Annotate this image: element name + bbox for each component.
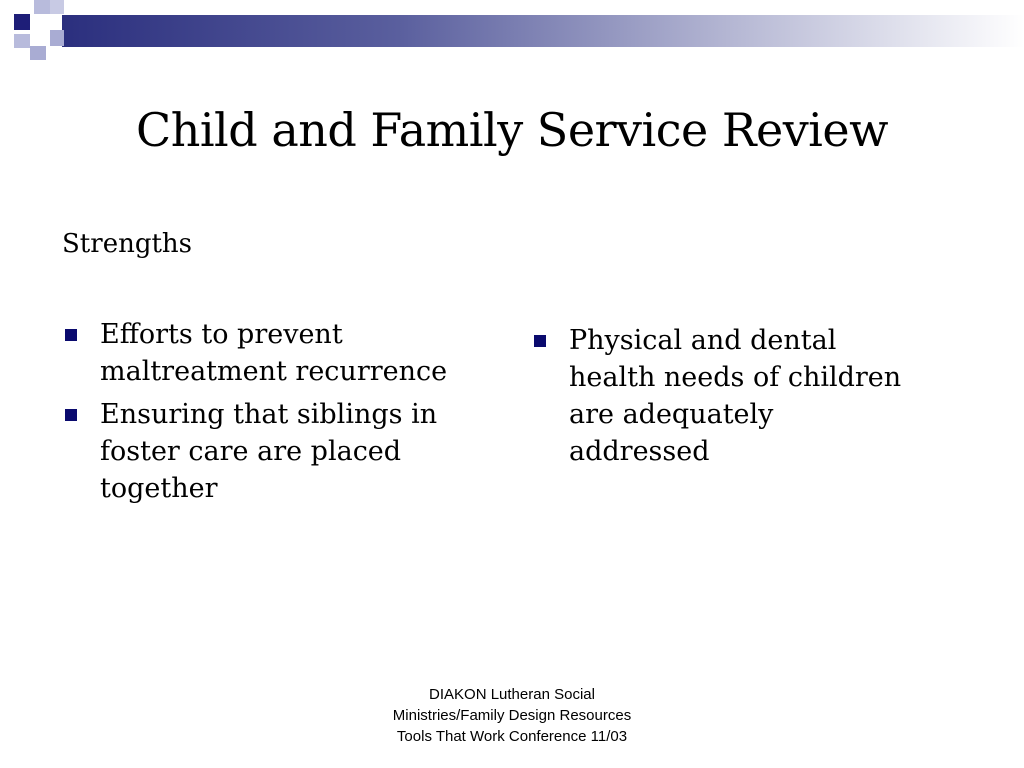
bullet-line: Ensuring that siblings in [100,399,438,430]
footer-line: Tools That Work Conference 11/03 [396,728,628,745]
decor-square-lavender-5 [50,0,64,14]
bullet-line: health needs of children [569,362,902,393]
bullet-line: are adequately [569,399,774,430]
right-bullet-list [531,322,971,476]
slide-footer [312,684,712,747]
bullet-line: Physical and dental [569,325,837,356]
left-bullet-list [62,316,512,513]
list-item [62,316,512,390]
square-bullet-icon [65,329,77,341]
list-item [531,322,971,470]
decor-square-lavender-1 [34,0,50,14]
bullet-line: foster care are placed [100,436,402,467]
bullet-line: maltreatment recurrence [100,356,448,387]
square-bullet-icon [534,335,546,347]
footer-line: Ministries/Family Design Resources [392,707,632,724]
decor-square-lavender-2 [14,34,30,48]
list-item [62,396,512,507]
footer-line: DIAKON Lutheran Social [429,686,595,703]
decor-square-lavender-3 [30,46,46,60]
decor-square-navy [14,14,30,30]
bullet-line: together [100,473,218,504]
bullet-line: Efforts to prevent [100,319,343,350]
bullet-line: addressed [569,436,710,467]
header-gradient-bar [62,15,1024,47]
square-bullet-icon [65,409,77,421]
header-decoration [0,0,1024,62]
decor-square-lavender-4 [50,30,64,46]
slide-title: Child and Family Service Review [136,103,888,157]
strengths-heading: Strengths [62,229,192,259]
